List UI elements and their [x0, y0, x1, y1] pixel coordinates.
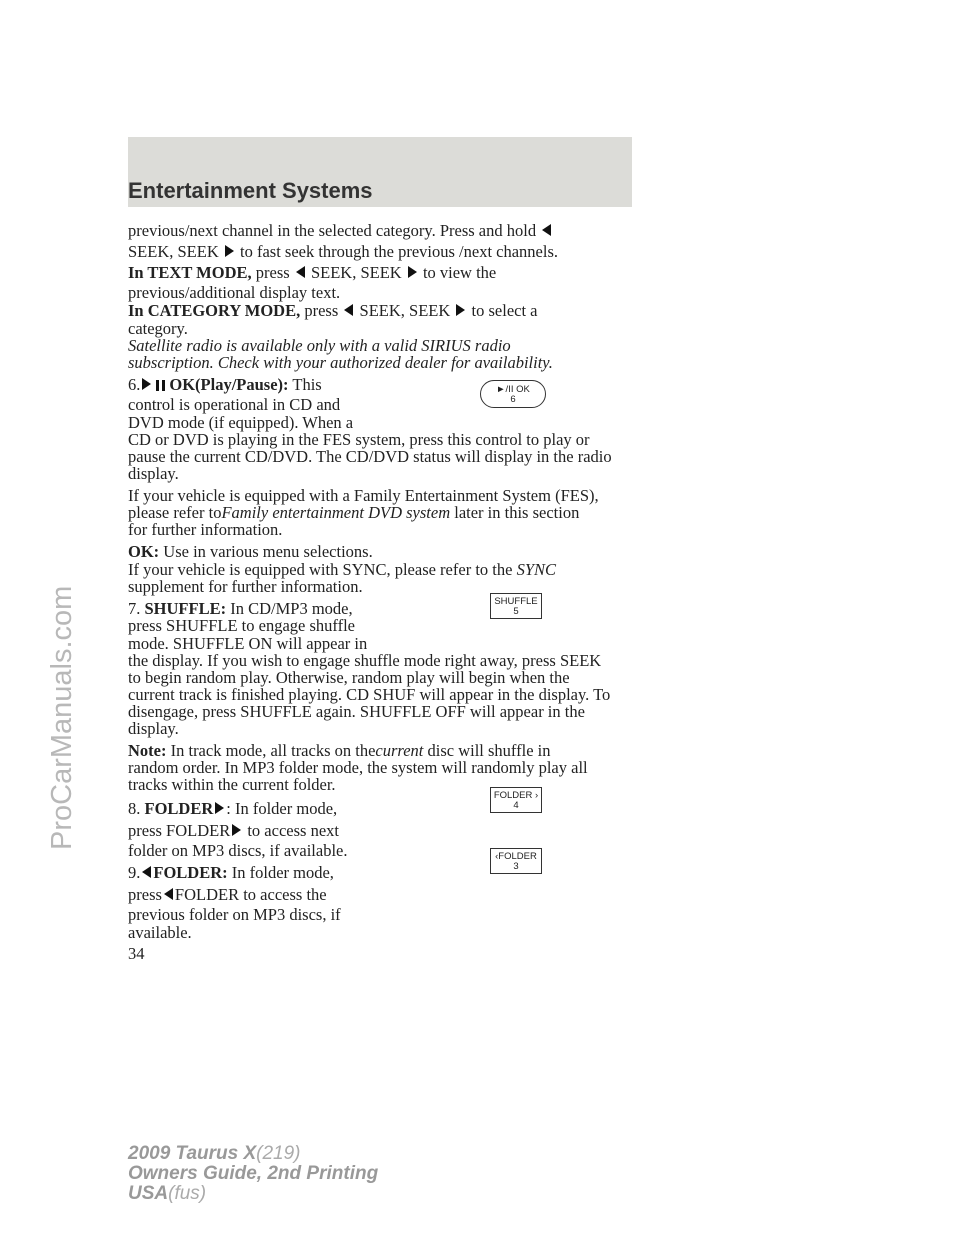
category-mode-label: In CATEGORY MODE,	[128, 301, 301, 320]
play-pause-ok-button	[480, 380, 546, 408]
folder-next-icon	[215, 802, 224, 814]
watermark: ProCarManuals.com	[46, 585, 78, 850]
text-line: mode. SHUFFLE ON will appear in	[128, 634, 368, 653]
footer-text: Owners Guide, 2nd Printing	[128, 1163, 379, 1184]
text-span: later in this section	[454, 503, 580, 522]
item-number: 7.	[128, 599, 141, 618]
text-line	[128, 376, 322, 394]
text-line: control is operational in CD and	[128, 395, 341, 414]
text-line	[128, 886, 327, 904]
text-line: tracks within the current folder.	[128, 775, 336, 794]
text-span: to access next	[247, 821, 339, 840]
item-number: 9.	[128, 863, 141, 882]
text-line: previous folder on MP3 discs, if	[128, 905, 341, 924]
folder-previous-icon	[164, 888, 173, 900]
text-line	[128, 243, 558, 261]
seek-left-icon	[542, 224, 551, 236]
item-label: SHUFFLE:	[144, 599, 227, 618]
shuffle-button	[490, 593, 542, 619]
text-span: In CD/MP3 mode,	[230, 599, 353, 618]
button-label: SHUFFLE	[494, 596, 538, 607]
footer-line	[128, 1164, 378, 1183]
text-span: Use in various menu selections.	[163, 542, 373, 561]
text-span: press	[304, 301, 339, 320]
item-label: FOLDER	[144, 799, 214, 818]
text-span: SEEK, SEEK	[359, 301, 451, 320]
text-span: This	[292, 375, 322, 394]
text-line: If your vehicle is equipped with a Family Entertainment System (FES),	[128, 486, 599, 505]
footer-text: (fus)	[168, 1183, 207, 1204]
text-span: SEEK, SEEK	[310, 263, 402, 282]
pause-icon	[156, 380, 165, 391]
seek-right-icon	[225, 245, 234, 257]
seek-left-icon	[344, 304, 353, 316]
text-line: category.	[128, 319, 188, 338]
text-line	[128, 264, 496, 282]
text-line: available.	[128, 923, 192, 942]
item-label: FOLDER:	[153, 863, 228, 882]
text-line: supplement for further information.	[128, 577, 363, 596]
text-line	[128, 864, 334, 882]
text-line: previous/additional display text.	[128, 283, 341, 302]
text-line	[128, 800, 337, 818]
emphasis: current	[375, 741, 424, 760]
item-number: 6.	[128, 375, 141, 394]
text-line: DVD mode (if equipped). When a	[128, 413, 354, 432]
text-span: to fast seek through the previous /next channels.	[240, 242, 559, 261]
button-label: ‹FOLDER	[495, 851, 537, 862]
text-span: : In folder mode,	[226, 799, 338, 818]
text-span: to select a	[471, 301, 538, 320]
cross-reference: Family entertainment DVD system	[221, 503, 451, 522]
button-number: 6	[510, 394, 516, 405]
button-label: ►/II OK	[496, 384, 530, 395]
text-line: pause the current CD/DVD. The CD/DVD status will display in the radio	[128, 447, 612, 466]
text-line	[128, 222, 553, 240]
text-line: for further information.	[128, 520, 283, 539]
folder-previous-button	[490, 848, 542, 874]
item-label: OK:	[128, 542, 160, 561]
text-span: FOLDER to access the	[174, 885, 327, 904]
button-label: FOLDER ›	[493, 790, 539, 801]
button-number: 3	[513, 861, 519, 872]
text-mode-label: In TEXT MODE,	[128, 263, 252, 282]
text-span: to view the	[422, 263, 497, 282]
play-icon	[142, 378, 151, 390]
item-number: 8.	[128, 799, 141, 818]
text-line: subscription. Check with your authorized dealer for availability.	[128, 353, 553, 372]
folder-next-icon	[232, 824, 241, 836]
button-number: 5	[513, 606, 519, 617]
text-span: previous/next channel in the selected category. Press and hold	[128, 221, 537, 240]
item-label: OK(Play/Pause):	[169, 375, 289, 394]
text-line: to begin random play. Otherwise, random play will begin when the	[128, 668, 570, 687]
footer-text: (219)	[256, 1143, 301, 1164]
text-span: press FOLDER	[128, 821, 231, 840]
text-line: display.	[128, 719, 179, 738]
text-line: current track is finished playing. CD SHUF will appear in the display. To	[128, 685, 611, 704]
text-line: the display. If you wish to engage shuffle mode right away, press SEEK	[128, 651, 602, 670]
text-line	[128, 543, 373, 561]
cross-reference: SYNC	[516, 560, 556, 579]
text-line: random order. In MP3 folder mode, the system will randomly play all	[128, 758, 588, 777]
footer-line	[128, 1184, 206, 1203]
text-line	[128, 302, 538, 320]
seek-right-icon	[456, 304, 465, 316]
button-number: 4	[513, 800, 519, 811]
text-span: press	[128, 885, 162, 904]
folder-previous-icon	[142, 866, 151, 878]
note-label: Note:	[128, 741, 167, 760]
text-span: press	[255, 263, 290, 282]
text-span: SEEK, SEEK	[128, 242, 219, 261]
text-line: display.	[128, 464, 179, 483]
seek-right-icon	[408, 266, 417, 278]
text-line	[128, 822, 339, 840]
footer-line	[128, 1144, 301, 1163]
folder-next-button	[490, 787, 542, 813]
footer-text: 2009 Taurus X	[128, 1143, 257, 1164]
text-line: Satellite radio is available only with a valid SIRIUS radio	[128, 336, 511, 355]
text-span: In track mode, all tracks on the	[170, 741, 376, 760]
section-title: Entertainment Systems	[128, 178, 373, 203]
text-line: press SHUFFLE to engage shuffle	[128, 616, 356, 635]
text-line: CD or DVD is playing in the FES system, press this control to play or	[128, 430, 590, 449]
footer-text: USA	[128, 1183, 169, 1204]
text-span: In folder mode,	[231, 863, 334, 882]
text-line: folder on MP3 discs, if available.	[128, 841, 348, 860]
text-span: disc will shuffle in	[427, 741, 551, 760]
text-span: If your vehicle is equipped with SYNC, please refer to the	[128, 560, 513, 579]
page-number: 34	[128, 944, 145, 963]
text-span: please refer to	[128, 503, 222, 522]
seek-left-icon	[296, 266, 305, 278]
text-line: disengage, press SHUFFLE again. SHUFFLE OFF will appear in the	[128, 702, 585, 721]
